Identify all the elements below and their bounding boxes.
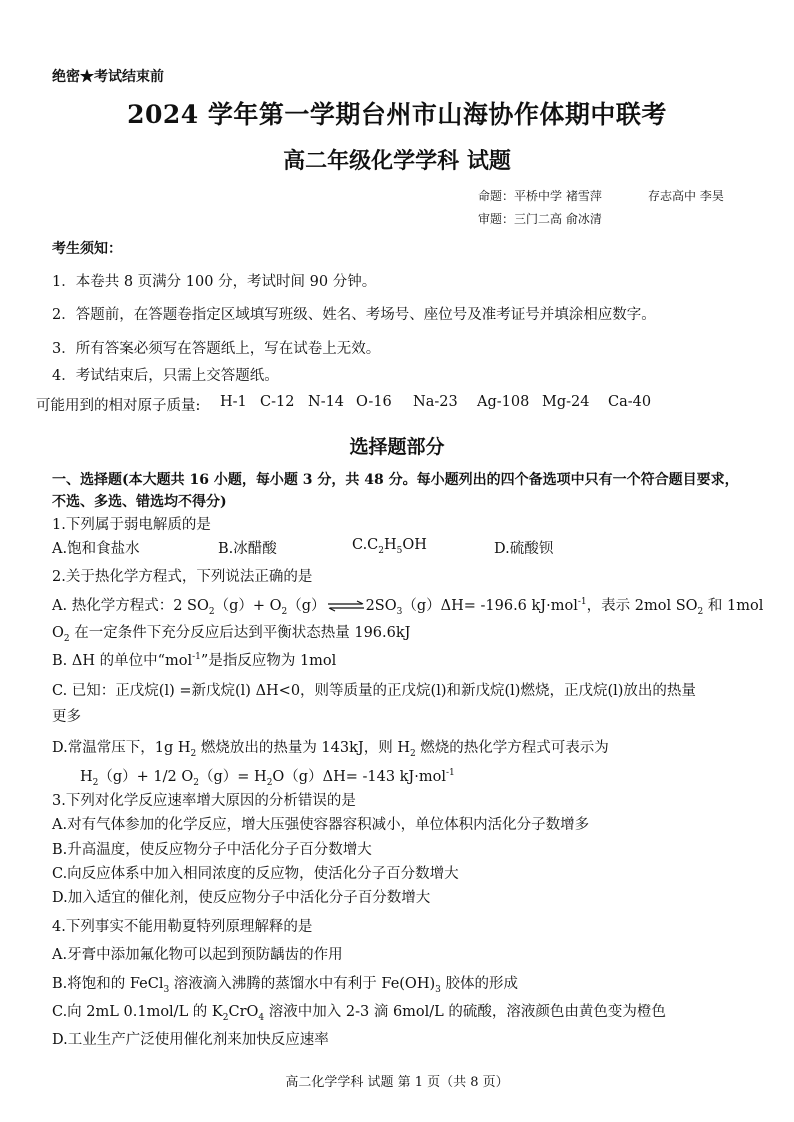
q2-option-a: A. 热化学方程式：2 $SO_2(g)+ O_2(g)$ $2SO_3(g)\Delta H= -196.6$ kJ·mol$^{-1}$，表示 2mol $SO_2$ 和 1mol bbox=[52, 597, 764, 617]
q1-option-d: D.硫酸钡 bbox=[494, 541, 554, 557]
q4-option-b: B.将饱和的 FeCl$_3$ 溶液滴入沸腾的蒸馏水中有利于 $Fe(OH)_3$ 胶体的形成 bbox=[52, 976, 518, 995]
atomic-mass-line bbox=[36, 394, 756, 414]
atomic-mass-ca: Ca-40 bbox=[608, 394, 652, 410]
q2-option-a-cont: $O_2$ 在一定条件下充分反应后达到平衡状态热量 196.6kJ bbox=[52, 625, 411, 644]
q3-option-b: B.升高温度，使反应物分子中活化分子百分数增大 bbox=[52, 842, 372, 858]
q4-option-c: C.向 2mL 0.1mol/L 的 $K_2CrO_4$ 溶液中加入 2-3 滴 6mol/L 的硫酸，溶液颜色由黄色变为橙色 bbox=[52, 1004, 666, 1023]
atomic-mass-label: 可能用到的相对原子质量: bbox=[36, 398, 201, 414]
atomic-mass-o: O-16 bbox=[356, 394, 392, 410]
atomic-mass-mg: Mg-24 bbox=[542, 394, 590, 410]
confidential-label: 绝密★考试结束前 bbox=[52, 69, 164, 85]
atomic-mass-n: N-14 bbox=[308, 394, 345, 410]
q1-option-c: $C.C_2H_5OH$ bbox=[352, 537, 427, 556]
q4-option-a: A.牙膏中添加氟化物可以起到预防龋齿的作用 bbox=[52, 947, 343, 963]
notice-item-1: 1．本卷共 8 页满分 100 分，考试时间 90 分钟。 bbox=[52, 274, 377, 290]
page-footer: 高二化学学科 试题 第 1 页（共 8 页） bbox=[285, 1075, 509, 1090]
q3-option-d: D.加入适宜的催化剂，使反应物分子中活化分子百分数增大 bbox=[52, 890, 431, 906]
atomic-mass-na: Na-23 bbox=[413, 394, 458, 410]
q1-options bbox=[52, 537, 752, 557]
notice-item-4: 4．考试结束后，只需上交答题纸。 bbox=[52, 368, 279, 384]
atomic-mass-h: H-1 bbox=[220, 394, 247, 410]
q1-option-a: A.饱和食盐水 bbox=[52, 541, 140, 557]
q2-option-c-cont: 更多 bbox=[52, 709, 81, 725]
q2-stem: 2.关于热化学方程式，下列说法正确的是 bbox=[52, 569, 313, 585]
reviewer-info: 审题：三门二高 俞冰清 bbox=[478, 212, 602, 226]
q2-equation: $H_2(g)+ 1/2$ $O_2(g)= H_2O(g)\Delta H= -143$ kJ·mol$^{-1}$ bbox=[80, 768, 455, 788]
notice-heading: 考生须知： bbox=[52, 241, 122, 257]
q4-option-d: D.工业生产广泛使用催化剂来加快反应速率 bbox=[52, 1032, 329, 1048]
author-info-2: 存志高中 李昊 bbox=[648, 189, 724, 203]
q3-option-c: C.向反应体系中加入相同浓度的反应物，使活化分子百分数增大 bbox=[52, 866, 459, 882]
author-info-1: 命题：平桥中学 褚雪萍 bbox=[478, 189, 602, 203]
q2-option-b: B. ΔH 的单位中“mol$^{-1}$”是指反应物为 1mol bbox=[52, 652, 337, 669]
q2-option-d: D.常温常压下，1g $H_2$ 燃烧放出的热量为 143kJ，则 $H_2$ 燃烧的热化学方程式可表示为 bbox=[52, 740, 609, 759]
section-instructions: 一、选择题(本大题共 16 小题，每小题 3 分，共 48 分。每小题列出的四个备选项中只有一个符合题目要求，不选、多选、错选均不得分) bbox=[52, 472, 739, 510]
notice-item-2: 2．答题前，在答题卷指定区域填写班级、姓名、考场号、座位号及准考证号并填涂相应数字。 bbox=[52, 307, 656, 323]
q3-option-a: A.对有气体参加的化学反应，增大压强使容器容积减小，单位体积内活化分子数增多 bbox=[52, 817, 590, 833]
exam-subtitle: 高二年级化学学科 试题 bbox=[283, 148, 511, 174]
section-heading: 选择题部分 bbox=[349, 436, 445, 458]
exam-title: 2024 学年第一学期台州市山海协作体期中联考 bbox=[127, 100, 667, 129]
q1-option-b: B.冰醋酸 bbox=[218, 541, 277, 557]
q1-stem: 1.下列属于弱电解质的是 bbox=[52, 517, 211, 533]
equilibrium-arrow-icon bbox=[326, 600, 366, 612]
q3-stem: 3.下列对化学反应速率增大原因的分析错误的是 bbox=[52, 793, 356, 809]
q2-option-c: C. 已知：正戊烷(l) =新戊烷(l) ΔH<0，则等质量的正戊烷(l)和新戊烷(l)燃烧，正戊烷(l)放出的热量 bbox=[52, 683, 696, 699]
q4-stem: 4.下列事实不能用勒夏特列原理解释的是 bbox=[52, 919, 313, 935]
atomic-mass-c: C-12 bbox=[260, 394, 295, 410]
notice-item-3: 3．所有答案必须写在答题纸上，写在试卷上无效。 bbox=[52, 341, 381, 357]
atomic-mass-ag: Ag-108 bbox=[477, 394, 530, 410]
